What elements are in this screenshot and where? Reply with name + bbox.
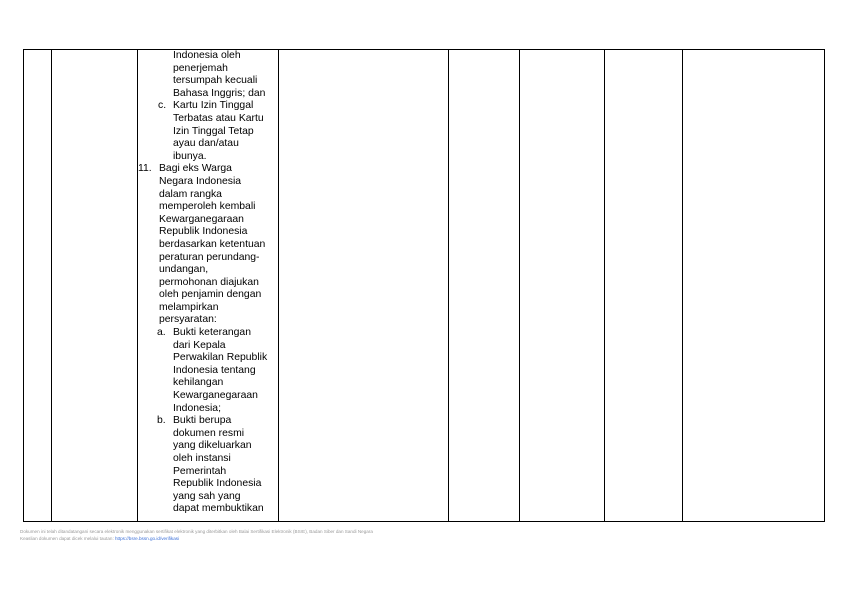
text-line [138,163,278,176]
text-line: ayau dan/atau [173,138,239,150]
list-text: Bukti keterangan [173,327,251,339]
text-line: kehilangan [173,377,224,389]
footer-line-1: Dokumen ini telah ditandatangani secara elektronik menggunakan sertifikat elektronik yang diterbitkan oleh Balai Sertifikasi Elektronik (BSrE), Badan Siber dan Sandi Negara [20,529,373,534]
text-line: Pemerintah [173,465,227,477]
text-line: tersumpah kecuali [173,75,258,87]
list-marker: 11. [138,163,152,175]
cell-service [52,50,138,522]
text-line: Negara Indonesia [159,175,242,187]
text-line: Indonesia tentang [173,364,256,376]
text-line: Bahasa Inggris; dan [173,87,266,99]
text-line: dapat membuktikan [173,503,264,515]
text-line: yang dikeluarkan [173,440,252,452]
text-line: oleh instansi [173,453,231,464]
document-table [23,49,825,522]
text-line: penerjemah [173,62,228,74]
text-line [138,327,278,340]
text-line: Indonesia oleh [173,50,241,61]
cell-col-4 [279,50,449,522]
cell-col-5 [449,50,520,522]
text-line: Indonesia; [173,402,221,414]
cell-col-6 [520,50,605,522]
text-line: Republik Indonesia [159,226,248,238]
text-line: yang sah yang [173,490,241,502]
list-item-a [138,327,278,415]
text-line: Republik Indonesia [173,478,262,490]
cell-no [24,50,52,522]
list-text: Kartu Izin Tinggal [173,100,254,112]
text-line [138,100,278,113]
continued-text [138,50,278,100]
cell-requirements [138,50,279,522]
signature-footer [20,529,373,542]
text-line: undangan, [159,264,209,276]
text-line: Perwakilan Republik [173,352,268,364]
text-line: Terbatas atau Kartu [173,112,264,124]
text-line: dalam rangka [159,188,222,200]
footer-line-2 [20,536,373,543]
footer-line-2-prefix: Keaslian dokumen dapat dicek melalui tautan: [20,535,115,541]
text-line: ibunya. [173,150,207,162]
text-line: Izin Tinggal Tetap [173,125,254,137]
list-marker: c. [158,100,167,112]
verification-link[interactable]: https://bsre.bssn.go.id/verifikasi [115,535,180,541]
text-line: memperoleh kembali [159,201,256,213]
text-line: berdasarkan ketentuan [159,238,266,250]
cell-col-7 [605,50,683,522]
text-line [138,415,278,428]
list-item-11 [138,163,278,327]
list-marker: b. [157,415,166,427]
text-line: dokumen resmi [173,427,245,439]
text-line: Kewarganegaraan [159,213,244,225]
text-line: melampirkan [159,301,219,313]
list-item-b [138,415,278,516]
list-text: Bagi eks Warga [159,163,232,175]
text-line: Kewarganegaraan [173,390,258,402]
list-text: Bukti berupa [173,415,232,427]
list-marker: a. [157,327,166,339]
text-line: dari Kepala [173,339,226,351]
cell-col-8 [683,50,825,522]
text-line: persyaratan: [159,314,217,326]
text-line: oleh penjamin dengan [159,289,262,301]
list-item-c [138,100,278,163]
text-line: peraturan perundang- [159,251,260,263]
text-line: permohonan diajukan [159,276,259,288]
